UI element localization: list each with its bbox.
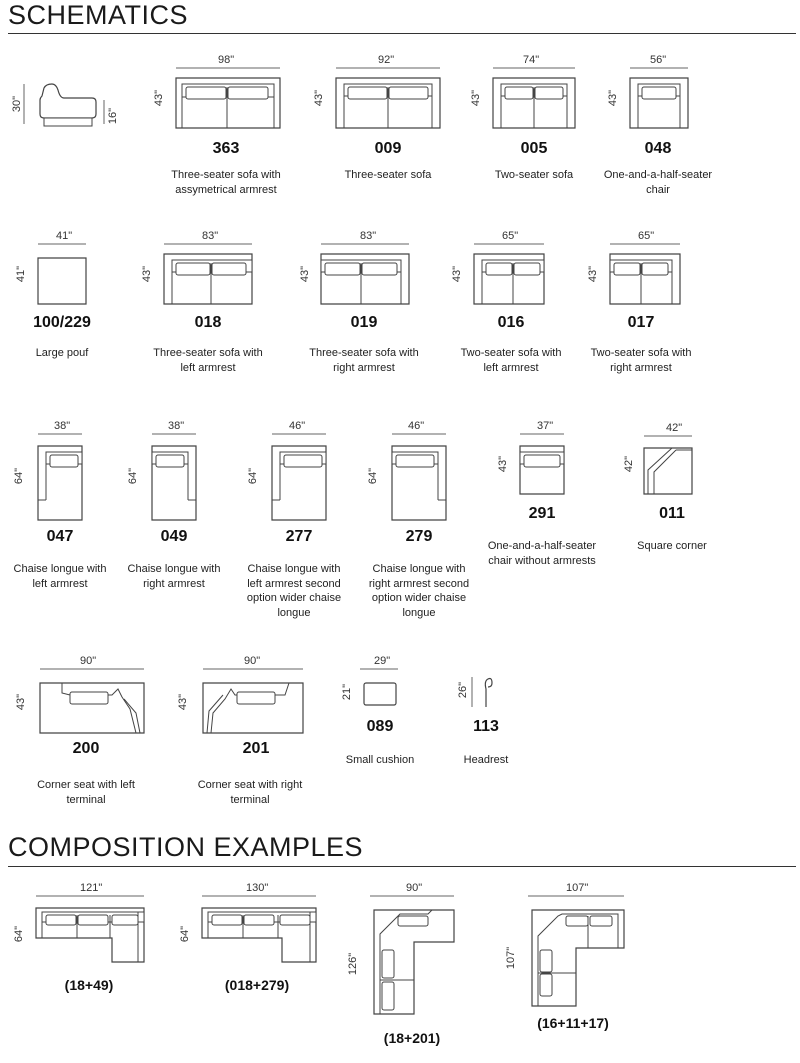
item-018-desc [138, 346, 278, 375]
item-201-width: 90" [244, 655, 261, 667]
item-200-desc [16, 778, 156, 807]
item-277-desc [234, 562, 354, 620]
profile-height: 30" [11, 95, 23, 113]
item-279-desc-line: Chaise longue with [372, 563, 466, 575]
item-277-desc-line: Chaise longue with [247, 563, 341, 575]
composition-c4-label: (16+11+17) [537, 1015, 609, 1031]
item-016-code: 016 [497, 314, 525, 331]
item-201-height: 43" [177, 693, 189, 711]
item-089-desc [320, 753, 440, 768]
item-047-width: 38" [54, 420, 71, 432]
item-277-drawing [272, 428, 332, 523]
item-201-desc-line: Corner seat with right [197, 779, 303, 791]
item-049-width: 38" [168, 420, 185, 432]
profile-seat-height: 16" [107, 107, 119, 125]
item-049-code: 049 [160, 528, 188, 545]
item-279-width: 46" [408, 420, 425, 432]
item-048-desc-line: One-and-a-half-seater [603, 169, 713, 181]
item-049-height: 64" [127, 467, 139, 485]
item-011-desc-line: Square corner [637, 540, 707, 552]
item-016-desc-line: left armrest [483, 361, 539, 374]
item-291-drawing [520, 428, 570, 498]
item-048-width: 56" [650, 54, 667, 66]
item-009-desc [318, 168, 458, 183]
item-009-code: 009 [374, 140, 402, 157]
item-019-drawing [321, 238, 416, 308]
item-363-desc [156, 168, 296, 197]
item-200-drawing [40, 663, 150, 738]
item-018-drawing [164, 238, 259, 308]
item-016-drawing [474, 238, 549, 308]
item-201-desc-line: terminal [230, 793, 270, 806]
item-089-height: 21" [341, 683, 353, 701]
item-048-height: 43" [607, 89, 619, 107]
item-363-code: 363 [212, 140, 240, 157]
item-047-code: 047 [46, 528, 74, 545]
item-363-width: 98" [218, 54, 235, 66]
item-277-height: 64" [247, 467, 259, 485]
item-019-desc-line: Three-seater sofa with [309, 347, 419, 359]
item-016-desc [441, 346, 581, 375]
item-018-width: 83" [202, 230, 219, 242]
item-277-desc-line: longue [277, 606, 311, 619]
item-005-desc-line: Two-seater sofa [494, 169, 574, 181]
item-017-desc [571, 346, 711, 375]
compositions-rule [8, 866, 796, 867]
item-363-desc-line: Three-seater sofa with [171, 169, 281, 181]
item-100-height: 41" [15, 265, 27, 283]
item-363-desc-line: assymetrical armrest [175, 183, 277, 196]
item-100-desc-line: Large pouf [35, 347, 89, 359]
item-005-drawing [493, 62, 583, 132]
item-048-code: 048 [644, 140, 672, 157]
item-011-width: 42" [666, 422, 683, 434]
item-100-code: 100/229 [33, 314, 91, 331]
item-100-width: 41" [56, 230, 73, 242]
item-047-height: 64" [13, 467, 25, 485]
item-019-code: 019 [350, 314, 378, 331]
item-005-desc [464, 168, 604, 183]
item-279-desc-line: longue [402, 606, 436, 619]
profile-drawing [24, 80, 114, 135]
item-200-code: 200 [72, 740, 100, 757]
composition-c1-drawing [36, 890, 151, 965]
item-017-desc-line: Two-seater sofa with [590, 347, 692, 359]
schematics-title: SCHEMATICS [8, 0, 189, 30]
item-005-width: 74" [523, 54, 540, 66]
composition-c1-width: 121" [80, 882, 103, 894]
item-017-drawing [610, 238, 685, 308]
item-279-desc-line: option wider chaise [371, 592, 467, 604]
item-113-drawing [470, 673, 500, 713]
item-113-code: 113 [473, 718, 499, 735]
item-047-drawing [38, 428, 88, 523]
item-277-code: 277 [285, 528, 313, 545]
item-016-height: 43" [451, 265, 463, 283]
item-047-desc [0, 562, 120, 591]
composition-c2-height: 64" [179, 925, 191, 943]
item-047-desc-line: Chaise longue with [13, 563, 107, 575]
item-018-code: 018 [194, 314, 222, 331]
item-049-desc-line: Chaise longue with [127, 563, 221, 575]
item-017-height: 43" [587, 265, 599, 283]
item-018-desc-line: Three-seater sofa with [153, 347, 263, 359]
item-200-width: 90" [80, 655, 97, 667]
item-009-height: 43" [313, 89, 325, 107]
item-017-code: 017 [627, 314, 655, 331]
item-201-desc [180, 778, 320, 807]
item-201-code: 201 [242, 740, 270, 757]
item-017-width: 65" [638, 230, 655, 242]
item-011-height: 42" [623, 455, 635, 473]
item-279-height: 64" [367, 467, 379, 485]
item-279-desc [354, 562, 484, 620]
item-011-desc [612, 539, 732, 554]
item-363-drawing [176, 62, 286, 132]
item-049-drawing [152, 428, 202, 523]
item-048-desc [588, 168, 728, 197]
item-089-code: 089 [366, 718, 394, 735]
composition-c3-drawing [370, 890, 460, 1020]
composition-c4-drawing [528, 890, 628, 1010]
compositions-title: COMPOSITION EXAMPLES [8, 832, 364, 862]
item-016-width: 65" [502, 230, 519, 242]
item-049-desc-line: right armrest [143, 577, 205, 590]
item-005-code: 005 [520, 140, 548, 157]
item-279-code: 279 [405, 528, 433, 545]
item-009-width: 92" [378, 54, 395, 66]
item-291-height: 43" [497, 455, 509, 473]
item-017-desc-line: right armrest [610, 361, 672, 374]
item-089-desc-line: Small cushion [345, 754, 415, 766]
item-048-drawing [630, 62, 695, 132]
item-089-width: 29" [374, 655, 391, 667]
composition-c1-label: (18+49) [64, 977, 114, 993]
item-279-desc-line: right armrest second [368, 577, 470, 590]
item-279-drawing [392, 428, 452, 523]
item-100-drawing [38, 238, 93, 308]
item-011-code: 011 [659, 505, 685, 522]
composition-c2-width: 130" [246, 882, 269, 894]
composition-c1-height: 64" [13, 925, 25, 943]
item-019-width: 83" [360, 230, 377, 242]
item-113-desc [426, 753, 546, 768]
item-277-width: 46" [289, 420, 306, 432]
item-100-desc [2, 346, 122, 361]
item-048-desc-line: chair [646, 183, 670, 196]
item-200-desc-line: terminal [66, 793, 106, 806]
item-113-desc-line: Headrest [463, 754, 509, 766]
item-089-drawing [360, 663, 405, 713]
item-291-desc-line: chair without armrests [488, 554, 596, 567]
item-363-height: 43" [153, 89, 165, 107]
schematics-rule [8, 33, 796, 34]
item-291-desc-line: One-and-a-half-seater [487, 540, 597, 552]
item-019-height: 43" [299, 265, 311, 283]
item-018-desc-line: left armrest [180, 361, 236, 374]
composition-c3-width: 90" [406, 882, 423, 894]
item-291-width: 37" [537, 420, 554, 432]
item-009-drawing [336, 62, 446, 132]
composition-c4-height: 107" [505, 946, 517, 970]
item-200-height: 43" [15, 693, 27, 711]
composition-c3-height: 126" [347, 952, 359, 976]
item-009-desc-line: Three-seater sofa [344, 169, 432, 181]
item-201-drawing [203, 663, 313, 738]
item-200-desc-line: Corner seat with left [37, 779, 135, 791]
item-005-height: 43" [470, 89, 482, 107]
item-016-desc-line: Two-seater sofa with [460, 347, 562, 359]
item-018-height: 43" [141, 265, 153, 283]
item-019-desc-line: right armrest [333, 361, 395, 374]
item-291-desc [477, 539, 607, 568]
item-049-desc [114, 562, 234, 591]
composition-c4-width: 107" [566, 882, 589, 894]
item-291-code: 291 [528, 505, 556, 522]
composition-c3-label: (18+201) [383, 1030, 441, 1046]
item-277-desc-line: option wider chaise [246, 592, 342, 604]
item-277-desc-line: left armrest second [247, 577, 341, 590]
item-019-desc [294, 346, 434, 375]
composition-c2-drawing [202, 890, 322, 965]
item-113-height: 26" [457, 681, 469, 699]
item-011-drawing [644, 430, 699, 500]
composition-c2-label: (018+279) [224, 977, 290, 993]
item-047-desc-line: left armrest [32, 577, 88, 590]
